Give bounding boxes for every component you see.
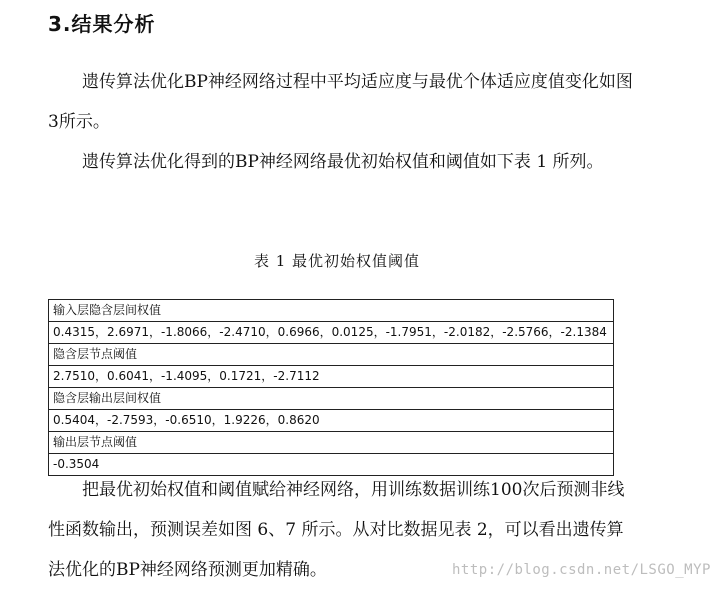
table-row: -0.3504: [53, 457, 100, 471]
table-caption: 表 1 最优初始权值阈值: [253, 252, 421, 270]
table-row: 隐含层输出层间权值: [49, 388, 613, 410]
table-row: 0.5404，-2.7593，-0.6510，1.9226，0.8620: [49, 410, 613, 432]
paragraph-2: 遗传算法优化得到的BP神经网络最优初始权值和阈值如下表 1 所列。: [82, 152, 604, 172]
paragraph-3: 把最优初始权值和阈值赋给神经网络，用训练数据训练100次后预测非线性函数输出，预测误差如图 6、7 所示。从对比数据见表 2，可以看出遗传算法优化的BP神经网络预测更加精确。: [48, 480, 625, 580]
section-heading: 3.结果分析: [48, 12, 156, 36]
watermark: http://blog.csdn.net/LSGO_MYP: [452, 562, 711, 578]
table-row: 输出层节点阈值: [49, 432, 613, 454]
table-row: 2.7510，0.6041，-1.4095，0.1721，-2.7112: [49, 366, 613, 388]
table-row: 隐含层节点阈值: [49, 344, 613, 366]
table-row: 输入层隐含层间权值: [49, 300, 613, 322]
weights-table: [48, 299, 614, 476]
paragraph-1: 遗传算法优化BP神经网络过程中平均适应度与最优个体适应度值变化如图3所示。: [48, 72, 633, 132]
table-row: 0.4315，2.6971，-1.8066，-2.4710，0.6966，0.0125，-1.7951，-2.0182，-2.5766，-2.1384: [49, 322, 613, 344]
